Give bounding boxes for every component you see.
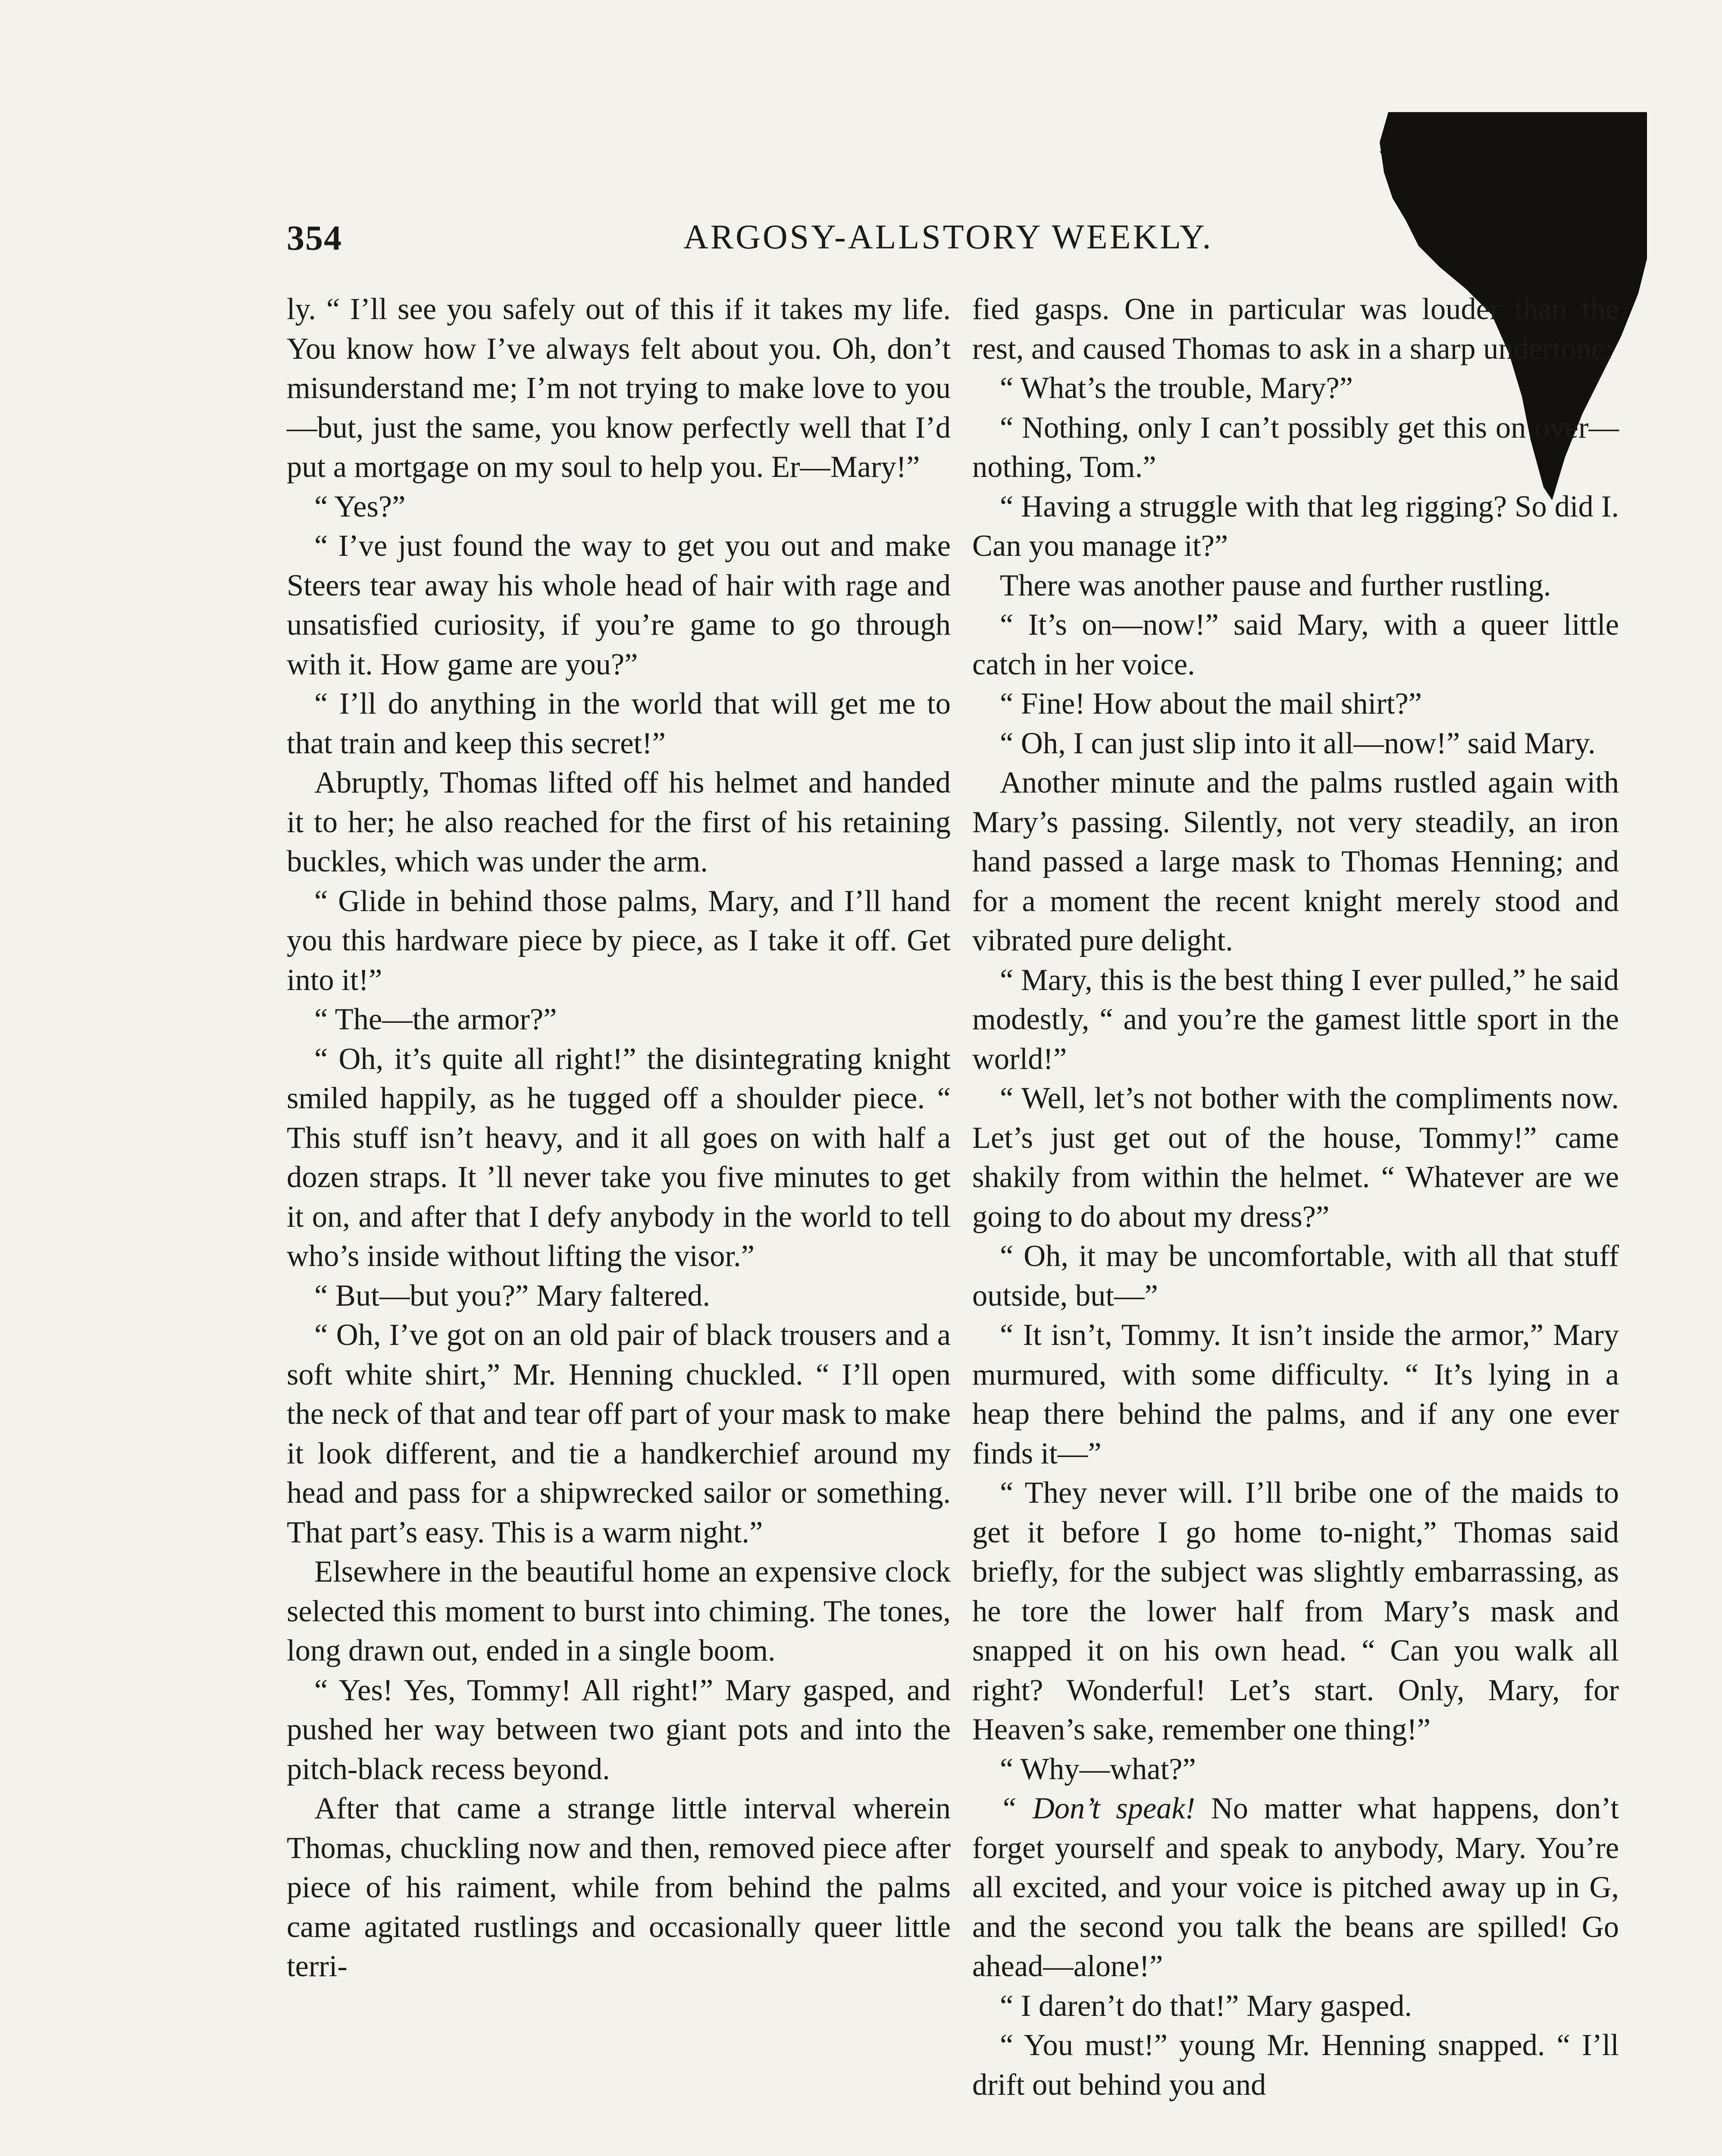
paragraph-text: “ Nothing, only I can’t possibly get this on over—nothing, Tom.” bbox=[972, 411, 1619, 484]
paragraph bbox=[972, 605, 1619, 684]
paragraph-text: “ What’s the trouble, Mary?” bbox=[1000, 371, 1353, 405]
paragraph bbox=[287, 1671, 951, 1789]
paragraph bbox=[287, 1789, 951, 1987]
page-number: 354 bbox=[287, 218, 342, 257]
paragraph bbox=[972, 1987, 1619, 2026]
paragraph bbox=[287, 1000, 951, 1040]
paragraph-text: There was another pause and further rustling. bbox=[1000, 568, 1551, 602]
paragraph-text: “ But—but you?” Mary faltered. bbox=[314, 1279, 711, 1313]
paragraph bbox=[972, 566, 1619, 606]
paragraph bbox=[972, 684, 1619, 724]
paragraph bbox=[972, 763, 1619, 961]
paragraph bbox=[287, 487, 951, 527]
paragraph-text: No matter what happens, don’t forget yourself and speak to anybody, Mary. You’re all excited, and your voice is pitched away up in G, and the second you talk the beans are spilled! Go ahead—alone!” bbox=[972, 1792, 1619, 1983]
left-column bbox=[287, 290, 951, 1987]
paragraph-text: Elsewhere in the beautiful home an expensive clock selected this moment to burst into chiming. The tones, long drawn out, ended in a single boom. bbox=[287, 1555, 951, 1667]
paragraph bbox=[972, 961, 1619, 1079]
paragraph bbox=[287, 763, 951, 882]
paragraph bbox=[972, 1237, 1619, 1316]
paragraph-text: “ Having a struggle with that leg rigging? So did I. Can you manage it?” bbox=[972, 489, 1619, 563]
paragraph-text: “ It’s on—now!” said Mary, with a queer little catch in her voice. bbox=[972, 608, 1619, 681]
paragraph-text: “ Oh, it’s quite all right!” the disintegrating knight smiled happily, as he tugged off a shoulder piece. “ This stuff isn’t heavy, and it all goes on with half a dozen straps. It ’ll never take you five minutes to get it on, and after that I defy anybody in the world to tell who’s inside without lifting the visor.” bbox=[287, 1042, 951, 1273]
paragraph bbox=[287, 1040, 951, 1276]
paragraph-text: ly. “ I’ll see you safely out of this if it takes my life. You know how I’ve always felt about you. Oh, don’t misunderstand me; I’m not trying to make love to you—but, just the same, you know perfectly well that I’d put a mortgage on my soul to help you. Er—Mary!” bbox=[287, 292, 951, 484]
paragraph-text: “ Oh, I can just slip into it all—now!” said Mary. bbox=[1000, 726, 1596, 760]
paragraph-text: “ They never will. I’ll bribe one of the maids to get it before I go home to-night,” Thomas said briefly, for the subject was slightly embarrassing, as he tore the lower half from Mary’s mask and snapped it on his own head. “ Can you walk all right? Wonderful! Let’s start. Only, Mary, for Heaven’s sake, remember one thing!” bbox=[972, 1476, 1619, 1746]
paragraph bbox=[972, 1789, 1619, 1987]
paragraph-text: Abruptly, Thomas lifted off his helmet and handed it to her; he also reached for the first of his retaining buckles, which was under the arm. bbox=[287, 766, 951, 878]
paragraph bbox=[287, 290, 951, 487]
paragraph bbox=[287, 1316, 951, 1552]
paragraph bbox=[972, 408, 1619, 487]
paragraph bbox=[972, 290, 1619, 369]
paragraph-text: “ The—the armor?” bbox=[314, 1003, 557, 1036]
paragraph bbox=[287, 1552, 951, 1671]
paragraph-text: “ Oh, I’ve got on an old pair of black trousers and a soft white shirt,” Mr. Henning chuckled. “ I’ll open the neck of that and tear off part of your mask to make it look different, and tie a handkerchief around my head and pass for a shipwrecked sailor or something. That part’s easy. This is a warm night.” bbox=[287, 1318, 951, 1549]
paragraph bbox=[972, 724, 1619, 764]
paragraph-text: After that came a strange little interval wherein Thomas, chuckling now and then, removed piece after piece of his raiment, while from behind the palms came agitated rustlings and occasionally queer little terri- bbox=[287, 1792, 951, 1983]
paragraph-text: fied gasps. One in particular was louder than the rest, and caused Thomas to ask in a sharp undertone: bbox=[972, 292, 1619, 366]
paragraph-text: “ Oh, it may be uncomfortable, with all that stuff outside, but—” bbox=[972, 1239, 1619, 1313]
paragraph bbox=[972, 369, 1619, 408]
paragraph-text: “ I daren’t do that!” Mary gasped. bbox=[1000, 1989, 1412, 2023]
paragraph-text: Another minute and the palms rustled again with Mary’s passing. Silently, not very steadily, an iron hand passed a large mask to Thomas Henning; and for a moment the recent knight merely stood and vibrated pure delight. bbox=[972, 766, 1619, 957]
right-column bbox=[972, 290, 1619, 2105]
paragraph bbox=[287, 526, 951, 684]
paragraph bbox=[972, 2026, 1619, 2105]
running-head: ARGOSY-ALLSTORY WEEKLY. bbox=[683, 218, 1213, 256]
paragraph bbox=[972, 1316, 1619, 1473]
paragraph-text: “ Well, let’s not bother with the compliments now. Let’s just get out of the house, Tommy!” came shakily from within the helmet. “ Whatever are we going to do about my dress?” bbox=[972, 1081, 1619, 1234]
paragraph-text: “ I’ve just found the way to get you out and make Steers tear away his whole head of hair with rage and unsatisfied curiosity, if you’re game to go through with it. How game are you?” bbox=[287, 529, 951, 681]
emphasized-text: “ Don’t speak! bbox=[1000, 1792, 1196, 1825]
paragraph bbox=[972, 1473, 1619, 1750]
paragraph-text: “ Yes! Yes, Tommy! All right!” Mary gasped, and pushed her way between two giant pots and into the pitch-black recess beyond. bbox=[287, 1673, 951, 1786]
paragraph-text: “ Yes?” bbox=[314, 489, 406, 523]
paragraph bbox=[972, 1079, 1619, 1237]
paragraph-text: “ Fine! How about the mail shirt?” bbox=[1000, 687, 1422, 721]
paragraph-text: “ I’ll do anything in the world that will get me to that train and keep this secret!” bbox=[287, 687, 951, 760]
paragraph-text: “ Why—what?” bbox=[1000, 1752, 1196, 1786]
paragraph-text: “ Glide in behind those palms, Mary, and I’ll hand you this hardware piece by piece, as I take it off. Get into it!” bbox=[287, 884, 951, 997]
paragraph bbox=[972, 487, 1619, 566]
paragraph-text: “ Mary, this is the best thing I ever pulled,” he said modestly, “ and you’re the gamest little sport in the world!” bbox=[972, 963, 1619, 1076]
paragraph-text: “ You must!” young Mr. Henning snapped. “ I’ll drift out behind you and bbox=[972, 2028, 1619, 2102]
paragraph bbox=[972, 1750, 1619, 1789]
paragraph-text: “ It isn’t, Tommy. It isn’t inside the armor,” Mary murmured, with some difficulty. “ It’s lying in a heap there behind the palms, and if any one ever finds it—” bbox=[972, 1318, 1619, 1470]
paragraph bbox=[287, 1276, 951, 1316]
paragraph bbox=[287, 684, 951, 763]
paragraph bbox=[287, 882, 951, 1000]
